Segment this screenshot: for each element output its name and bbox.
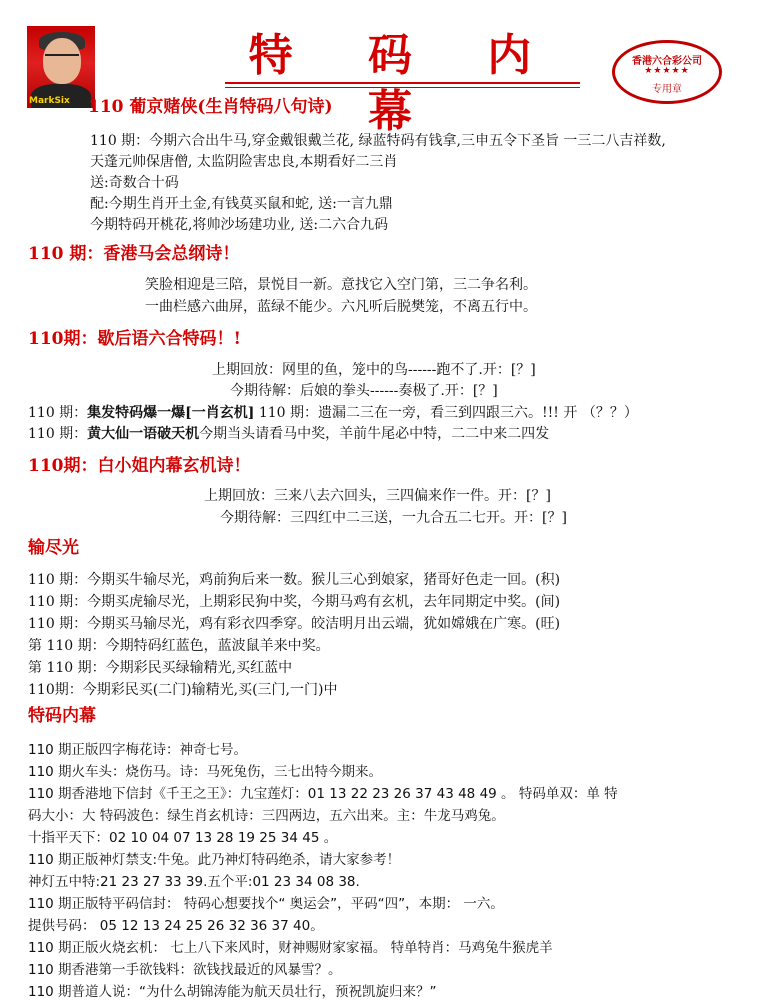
section6-line: 110 期正版火烧玄机： 七上八下来风时，财神赐财家家福。 特单特肖：马鸡兔牛猴虎羊 (28, 940, 553, 956)
section-heading-shujinguang: 输尽光 (28, 538, 79, 558)
section6-line: 110 期正版特平码信封： 特码心想要找个“ 奥运会”，平码“四”，本期： 一六。 (28, 896, 504, 912)
line-prefix: 110 期： (28, 405, 88, 421)
avatar-glasses (45, 54, 79, 64)
section6-line: 110 期普道人说：“为什么胡锦涛能为航天员壮行，预祝凯旋归来？” (28, 984, 437, 1000)
section1-line: 配:今期生肖开土金,有钱莫买鼠和蛇, 送:一言九鼎 (90, 196, 393, 212)
author-avatar (27, 26, 95, 108)
section-heading-xiehouyu: 110期：歇后语六合特码！! (28, 329, 241, 349)
section5-line: 110 期：今期买虎输尽光，上期彩民狗中奖，今期马鸡有玄机，去年同期定中奖。(间) (28, 594, 561, 610)
page-header (0, 0, 773, 137)
line-rest: 110 期：遗漏二三在一旁，看三到四跟三六。!!! 开 （？？） (254, 405, 638, 421)
section6-line: 110 期正版四字梅花诗：神奇七号。 (28, 742, 248, 758)
section5-line: 第 110 期：今期特码红蓝色，蓝波鼠羊来中奖。 (28, 638, 330, 654)
section5-line: 第 110 期：今期彩民买绿输精光,买红蓝中 (28, 660, 293, 676)
section4-line: 上期回放：三来八去六回头，三四偏来作一件。开：[？] (204, 488, 551, 504)
section-heading-poem: 110 葡京赌侠(生肖特码八句诗) (88, 97, 333, 117)
seal-text-bottom: 专用章 (652, 84, 682, 95)
section3-line: 上期回放：网里的鱼，笼中的鸟------跑不了.开：[？] (212, 362, 536, 378)
section5-line: 110期：今期彩民买(二门)输精光,买(三门,一门)中 (28, 682, 338, 698)
section2-line: 一曲栏感六曲屏，蓝绿不能少。六凡听后脱樊笼，不离五行中。 (145, 299, 537, 315)
section6-line: 提供号码： 05 12 13 24 25 26 32 36 37 40。 (28, 918, 324, 934)
title-underline (225, 82, 580, 84)
section6-line: 110 期香港地下信封《千王之王》：九宝莲灯：01 13 22 23 26 37 43 48 49 。 特码单双：单 特 (28, 786, 618, 802)
avatar-caption: MarkSix (29, 96, 70, 106)
section2-line: 笑脸相迎是三陪，景悦目一新。意找它入空门第，三二争名利。 (145, 277, 537, 293)
line-bold-label: 黄大仙一语破天机 (87, 426, 200, 442)
section-heading-temaneimu: 特码内幕 (28, 706, 96, 726)
section1-line: 110 期：今期六合出牛马,穿金戴银戴兰花, 绿蓝特码有钱拿,三申五令下圣旨 一三二八吉祥数, (90, 133, 666, 149)
section6-line: 110 期香港第一手欲钱料：欲钱找最近的风暴雪？。 (28, 962, 342, 978)
section3-line: 今期待解：后娘的拳头------奏极了.开：[？] (230, 383, 498, 399)
section1-line: 今期特码开桃花,将帅沙场建功业, 送:二六合九码 (90, 217, 389, 233)
section-heading-baixiaojie: 110期：白小姐内幕玄机诗！ (28, 456, 251, 476)
section6-line: 110 期正版神灯禁支:牛兔。此乃神灯特码绝杀，请大家参考！ (28, 852, 401, 868)
section-heading-jockey-club: 110 期：香港马会总纲诗！ (28, 244, 240, 264)
seal-stars: ★★★★★ (644, 66, 690, 76)
seal-text-top: 香港六合彩公司 (632, 56, 702, 67)
section1-line: 送:奇数合十码 (90, 175, 179, 191)
section4-line: 今期待解：三四红中二三送，一九合五二七开。开：[？] (220, 510, 567, 526)
section6-line: 码大小：大 特码波色：绿生肖玄机诗：三四两边，五六出来。主：牛龙马鸡兔。 (28, 808, 505, 824)
section3-line-jifa (28, 403, 638, 423)
section3-line-huangdaxian (28, 424, 549, 444)
section1-line: 天蓬元帅保唐僧, 太监阴险害忠良,本期看好二三肖 (90, 154, 398, 170)
title-underline-thin (225, 87, 580, 88)
company-seal (612, 40, 722, 104)
line-prefix: 110 期： (28, 426, 88, 442)
line-bold-label: 集发特码爆一爆[一肖玄机] (87, 405, 255, 421)
line-rest: 今期当头请看马中奖，羊前牛尾必中特，二二中来二四发 (199, 426, 550, 442)
section6-line: 十指平天下：02 10 04 07 13 28 19 25 34 45 。 (28, 830, 338, 846)
page-title: 特 码 内 幕 (248, 30, 562, 137)
section6-line: 神灯五中特:21 23 27 33 39.五个平:01 23 34 08 38. (28, 874, 360, 890)
section6-line: 110 期火车头：烧伤马。诗：马死兔伤，三七出特今期来。 (28, 764, 383, 780)
section5-line: 110 期：今期买牛输尽光，鸡前狗后来一数。猴儿三心到娘家，猪哥好色走一回。(积) (28, 572, 561, 588)
section5-line: 110 期：今期买马输尽光，鸡有彩衣四季穿。皎洁明月出云端，犹如嫦娥在广寒。(旺) (28, 616, 561, 632)
